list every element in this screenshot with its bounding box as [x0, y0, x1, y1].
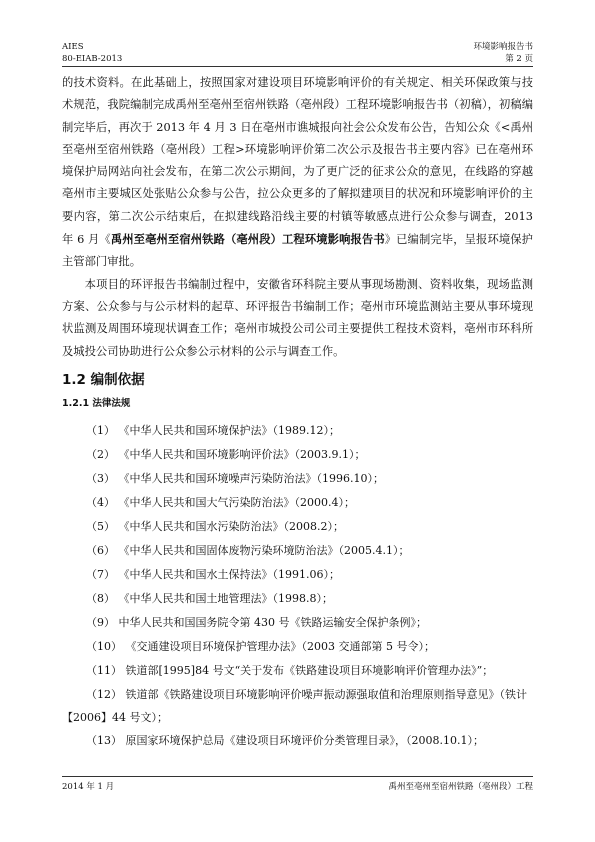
intro-para1-suffix: 》已编制完毕，呈报环境保护主管部门审批。 [62, 233, 533, 269]
law-item: （5） 《中华人民共和国水污染防治法》（2008.2）； [86, 520, 344, 534]
law-item: （10） 《交通建设项目环境保护管理办法》（2003 交通部第 5 号令）； [86, 640, 435, 654]
footer-project: 禹州至亳州至宿州铁路（亳州段）工程 [388, 782, 533, 792]
law-item: （1） 《中华人民共和国环境保护法》（1989.12）； [86, 424, 340, 438]
footer-date: 2014 年 1 月 [62, 782, 115, 792]
section-heading: 1.2 编制依据 [62, 371, 145, 388]
header-left [62, 41, 122, 65]
page-footer [62, 776, 533, 792]
law-list [62, 419, 533, 753]
law-item: （11） 铁道部[1995]84 号文“关于发布《铁路建设项目环境影响评价管理办法》”； [86, 664, 494, 678]
header-org: AIES [62, 42, 84, 52]
law-item: （13） 原国家环境保护总局《建设项目环境评价分类管理目录》，（2008.10.1）； [86, 734, 484, 748]
law-item: （3） 《中华人民共和国环境噪声污染防治法》（1996.10）； [86, 472, 384, 486]
intro-para1-text: 的技术资料。在此基础上，按照国家对建设项目环境影响评价的有关规定、相关环保政策与技术规范，我院编制完成禹州至亳州至宿州铁路（亳州段）工程环境影响报告书（初稿），初稿编制完毕后，再次于 2013 年 4 月 3 日在亳州市谯城报向社会公众发布公告，告知公众《<禹州至亳州至宿州铁路（亳州段）工程>环境影响评价第二次公示及报告书主要内容》已在亳州环境保护局网站向社会发布，在第二次公示期间，为了更广泛的征求公众的意见，在线路的穿越亳州市主要城区处张贴公众参与公告，拉公众更多的了解拟建项目的状况和环境影响评价的主要内容，第二次公示结束后，在拟建线路沿线主要的村镇等敏感点进行公众参与调查，2013 年 6 月《 [62, 76, 533, 247]
law-item: （12） 铁道部《铁路建设项目环境影响评价噪声振动源强取值和治理原则指导意见》（铁计【2006】44 号文）； [62, 688, 527, 725]
header-doc-number: 80-EIAB-2013 [62, 54, 123, 64]
header-page-number: 第 2 页 [505, 54, 533, 64]
law-item: （4） 《中华人民共和国大气污染防治法》（2000.4）； [86, 496, 355, 510]
report-title-bold: 禹州至亳州至宿州铁路（亳州段）工程环境影响报告书 [110, 232, 385, 247]
law-item: （2） 《中华人民共和国环境影响评价法》（2003.9.1）； [86, 448, 366, 462]
intro-paragraph-2: 本项目的环评报告书编制过程中，安徽省环科院主要从事现场勘测、资料收集，现场监测方案、公众参与与公示材料的起草、环评报告书编制工作；亳州市环境监测站主要从事环境现状监测及周围环境现状调查工作；亳州市城投公司公司主要提供工程技术资料，亳州市环科所及城投公司协助进行公众参公示材料的公示与调查工作。 [62, 277, 533, 358]
header-doc-title: 环境影响报告书 [473, 42, 533, 52]
law-item: （6） 《中华人民共和国固体废物污染环境防治法》（2005.4.1）； [86, 544, 410, 558]
page-body [62, 72, 533, 753]
subsection-heading: 1.2.1 法律法规 [62, 398, 131, 410]
intro-paragraph-1 [62, 72, 533, 274]
law-item: （7） 《中华人民共和国水土保持法》（1991.06）； [86, 568, 340, 582]
page-header [62, 40, 533, 67]
header-right [473, 41, 533, 65]
law-item: （9） 中华人民共和国国务院令第 430 号《铁路运输安全保护条例》； [86, 616, 427, 630]
law-item: （8） 《中华人民共和国土地管理法》（1998.8）； [86, 592, 333, 606]
